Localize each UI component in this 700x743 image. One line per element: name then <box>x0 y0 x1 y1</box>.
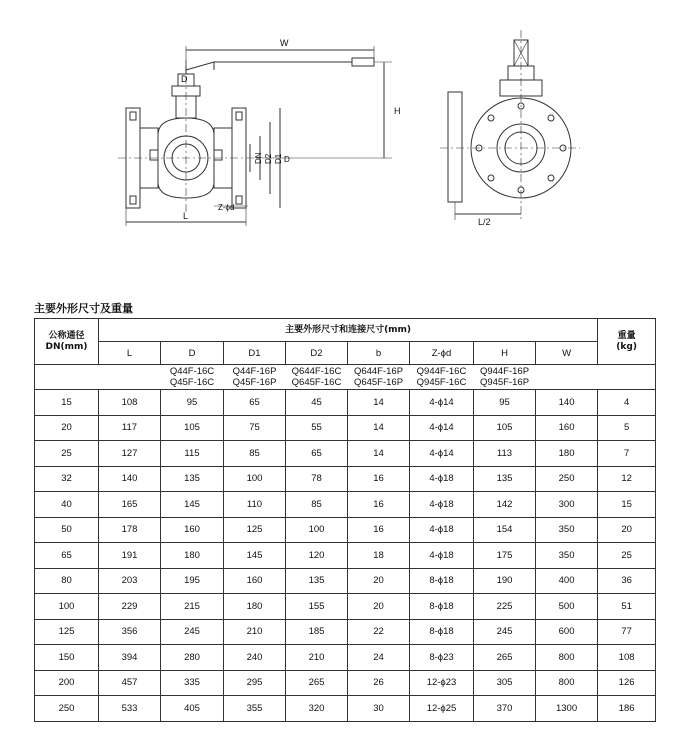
table-cell: 370 <box>474 696 536 722</box>
table-cell: 24 <box>348 645 410 671</box>
table-row <box>35 543 656 569</box>
table-row <box>35 466 656 492</box>
table-cell: 85 <box>286 492 348 518</box>
table-cell: 65 <box>35 543 99 569</box>
table-cell: 300 <box>536 492 598 518</box>
table-cell: 154 <box>474 517 536 543</box>
table-cell: 203 <box>99 568 161 594</box>
table-cell: 155 <box>286 594 348 620</box>
header-dimensions-group: 主要外形尺寸和连接尺寸(mm) <box>99 319 598 342</box>
table-cell: 20 <box>348 568 410 594</box>
table-cell: 135 <box>161 466 224 492</box>
dim-label-d1: D1 <box>274 153 283 164</box>
table-cell: 245 <box>161 619 224 645</box>
header-d2: D2 <box>286 342 348 365</box>
table-cell: 135 <box>474 466 536 492</box>
table-cell: 126 <box>598 670 656 696</box>
table-cell: 16 <box>348 517 410 543</box>
table-row <box>35 492 656 518</box>
model-cell-6: Q944F-16P Q945F-16P <box>474 365 536 390</box>
valve-technical-drawing <box>0 0 700 290</box>
dim-label-d: D <box>284 155 290 164</box>
table-cell: 14 <box>348 441 410 467</box>
header-d1: D1 <box>224 342 286 365</box>
table-cell: 150 <box>35 645 99 671</box>
table-cell: 457 <box>99 670 161 696</box>
table-cell: 180 <box>224 594 286 620</box>
table-cell: 180 <box>161 543 224 569</box>
table-cell: 14 <box>348 415 410 441</box>
table-row <box>35 568 656 594</box>
header-l: L <box>99 342 161 365</box>
table-cell: 240 <box>224 645 286 671</box>
table-cell: 295 <box>224 670 286 696</box>
table-cell: 20 <box>348 594 410 620</box>
header-w: W <box>536 342 598 365</box>
table-cell: 5 <box>598 415 656 441</box>
table-cell: 55 <box>286 415 348 441</box>
model-cell-4: Q644F-16P Q645F-16P <box>348 365 410 390</box>
table-cell: 145 <box>161 492 224 518</box>
header-d: D <box>161 342 224 365</box>
table-cell: 200 <box>35 670 99 696</box>
front-view <box>118 46 392 226</box>
table-cell: 1300 <box>536 696 598 722</box>
table-row <box>35 645 656 671</box>
table-cell: 51 <box>598 594 656 620</box>
table-cell: 105 <box>161 415 224 441</box>
side-view <box>440 30 580 222</box>
model-cell-2: Q44F-16P Q45F-16P <box>224 365 286 390</box>
table-cell: 95 <box>474 390 536 416</box>
table-cell: 26 <box>348 670 410 696</box>
table-cell: 533 <box>99 696 161 722</box>
table-row <box>35 517 656 543</box>
table-cell: 320 <box>286 696 348 722</box>
table-row <box>35 415 656 441</box>
models-spacer-end <box>536 365 656 390</box>
dim-label-dn: DN <box>254 152 263 164</box>
table-cell: 12-ϕ23 <box>410 670 474 696</box>
table-cell: 125 <box>224 517 286 543</box>
table-cell: 190 <box>474 568 536 594</box>
table-cell: 4-ϕ18 <box>410 492 474 518</box>
table-cell: 335 <box>161 670 224 696</box>
table-cell: 15 <box>598 492 656 518</box>
models-spacer <box>35 365 161 390</box>
header-weight: 重量 (kg) <box>598 319 656 365</box>
dim-label-l2: L/2 <box>478 217 491 227</box>
table-cell: 229 <box>99 594 161 620</box>
table-cell: 22 <box>348 619 410 645</box>
table-cell: 100 <box>224 466 286 492</box>
table-cell: 600 <box>536 619 598 645</box>
table-cell: 65 <box>224 390 286 416</box>
table-cell: 350 <box>536 517 598 543</box>
table-cell: 32 <box>35 466 99 492</box>
dim-label-l: L <box>183 211 189 221</box>
table-cell: 125 <box>35 619 99 645</box>
table-cell: 25 <box>35 441 99 467</box>
table-cell: 65 <box>286 441 348 467</box>
table-cell: 18 <box>348 543 410 569</box>
dim-label-zd: Z-ϕd <box>218 203 235 212</box>
model-cell-5: Q944F-16C Q945F-16C <box>410 365 474 390</box>
table-cell: 50 <box>35 517 99 543</box>
table-cell: 185 <box>286 619 348 645</box>
dim-label-h: H <box>394 106 401 116</box>
table-cell: 165 <box>99 492 161 518</box>
table-cell: 4-ϕ14 <box>410 415 474 441</box>
table-cell: 350 <box>536 543 598 569</box>
table-cell: 110 <box>224 492 286 518</box>
table-cell: 405 <box>161 696 224 722</box>
table-cell: 4-ϕ18 <box>410 466 474 492</box>
table-cell: 25 <box>598 543 656 569</box>
table-row <box>35 594 656 620</box>
table-cell: 145 <box>224 543 286 569</box>
table-cell: 100 <box>286 517 348 543</box>
table-cell: 355 <box>224 696 286 722</box>
table-cell: 160 <box>224 568 286 594</box>
table-cell: 356 <box>99 619 161 645</box>
table-cell: 80 <box>35 568 99 594</box>
table-cell: 180 <box>536 441 598 467</box>
dim-label-d2: D2 <box>264 153 273 164</box>
table-cell: 105 <box>474 415 536 441</box>
dim-label-d-top: D <box>181 74 188 84</box>
table-cell: 250 <box>35 696 99 722</box>
header-h: H <box>474 342 536 365</box>
table-cell: 160 <box>536 415 598 441</box>
table-cell: 20 <box>598 517 656 543</box>
table-cell: 40 <box>35 492 99 518</box>
table-cell: 140 <box>99 466 161 492</box>
table-row <box>35 619 656 645</box>
table-cell: 140 <box>536 390 598 416</box>
table-cell: 265 <box>286 670 348 696</box>
table-cell: 394 <box>99 645 161 671</box>
table-cell: 245 <box>474 619 536 645</box>
table-cell: 800 <box>536 670 598 696</box>
table-cell: 45 <box>286 390 348 416</box>
table-cell: 14 <box>348 390 410 416</box>
table-cell: 12 <box>598 466 656 492</box>
table-cell: 135 <box>286 568 348 594</box>
table-cell: 36 <box>598 568 656 594</box>
table-cell: 78 <box>286 466 348 492</box>
dim-label-w: W <box>280 38 289 48</box>
table-cell: 250 <box>536 466 598 492</box>
header-z-d: Z-ϕd <box>410 342 474 365</box>
table-cell: 4-ϕ14 <box>410 390 474 416</box>
table-cell: 95 <box>161 390 224 416</box>
table-row <box>35 670 656 696</box>
table-cell: 30 <box>348 696 410 722</box>
table-cell: 113 <box>474 441 536 467</box>
table-cell: 7 <box>598 441 656 467</box>
table-cell: 15 <box>35 390 99 416</box>
table-cell: 85 <box>224 441 286 467</box>
table-cell: 12-ϕ25 <box>410 696 474 722</box>
section-title: 主要外形尺寸及重量 <box>34 302 133 315</box>
table-cell: 8-ϕ23 <box>410 645 474 671</box>
table-cell: 4-ϕ14 <box>410 441 474 467</box>
table-cell: 108 <box>598 645 656 671</box>
table-cell: 16 <box>348 466 410 492</box>
table-cell: 142 <box>474 492 536 518</box>
table-cell: 800 <box>536 645 598 671</box>
table-cell: 280 <box>161 645 224 671</box>
table-cell: 8-ϕ18 <box>410 619 474 645</box>
table-cell: 305 <box>474 670 536 696</box>
table-cell: 100 <box>35 594 99 620</box>
table-cell: 4-ϕ18 <box>410 543 474 569</box>
table-cell: 191 <box>99 543 161 569</box>
table-cell: 186 <box>598 696 656 722</box>
table-cell: 500 <box>536 594 598 620</box>
table-cell: 8-ϕ18 <box>410 594 474 620</box>
table-cell: 16 <box>348 492 410 518</box>
table-cell: 178 <box>99 517 161 543</box>
model-cell-1: Q44F-16C Q45F-16C <box>161 365 224 390</box>
table-cell: 215 <box>161 594 224 620</box>
table-cell: 4-ϕ18 <box>410 517 474 543</box>
table-cell: 127 <box>99 441 161 467</box>
header-dn: 公称通径 DN(mm) <box>35 319 99 365</box>
table-cell: 77 <box>598 619 656 645</box>
table-cell: 120 <box>286 543 348 569</box>
model-cell-3: Q644F-16C Q645F-16C <box>286 365 348 390</box>
table-row <box>35 441 656 467</box>
table-cell: 75 <box>224 415 286 441</box>
table-cell: 175 <box>474 543 536 569</box>
table-cell: 160 <box>161 517 224 543</box>
table-cell: 225 <box>474 594 536 620</box>
table-cell: 8-ϕ18 <box>410 568 474 594</box>
spec-table <box>34 318 656 722</box>
table-cell: 265 <box>474 645 536 671</box>
header-b: b <box>348 342 410 365</box>
table-cell: 210 <box>224 619 286 645</box>
table-cell: 115 <box>161 441 224 467</box>
table-cell: 210 <box>286 645 348 671</box>
table-cell: 4 <box>598 390 656 416</box>
table-cell: 400 <box>536 568 598 594</box>
table-cell: 20 <box>35 415 99 441</box>
table-cell: 108 <box>99 390 161 416</box>
table-cell: 195 <box>161 568 224 594</box>
table-row <box>35 390 656 416</box>
table-cell: 117 <box>99 415 161 441</box>
table-row <box>35 696 656 722</box>
